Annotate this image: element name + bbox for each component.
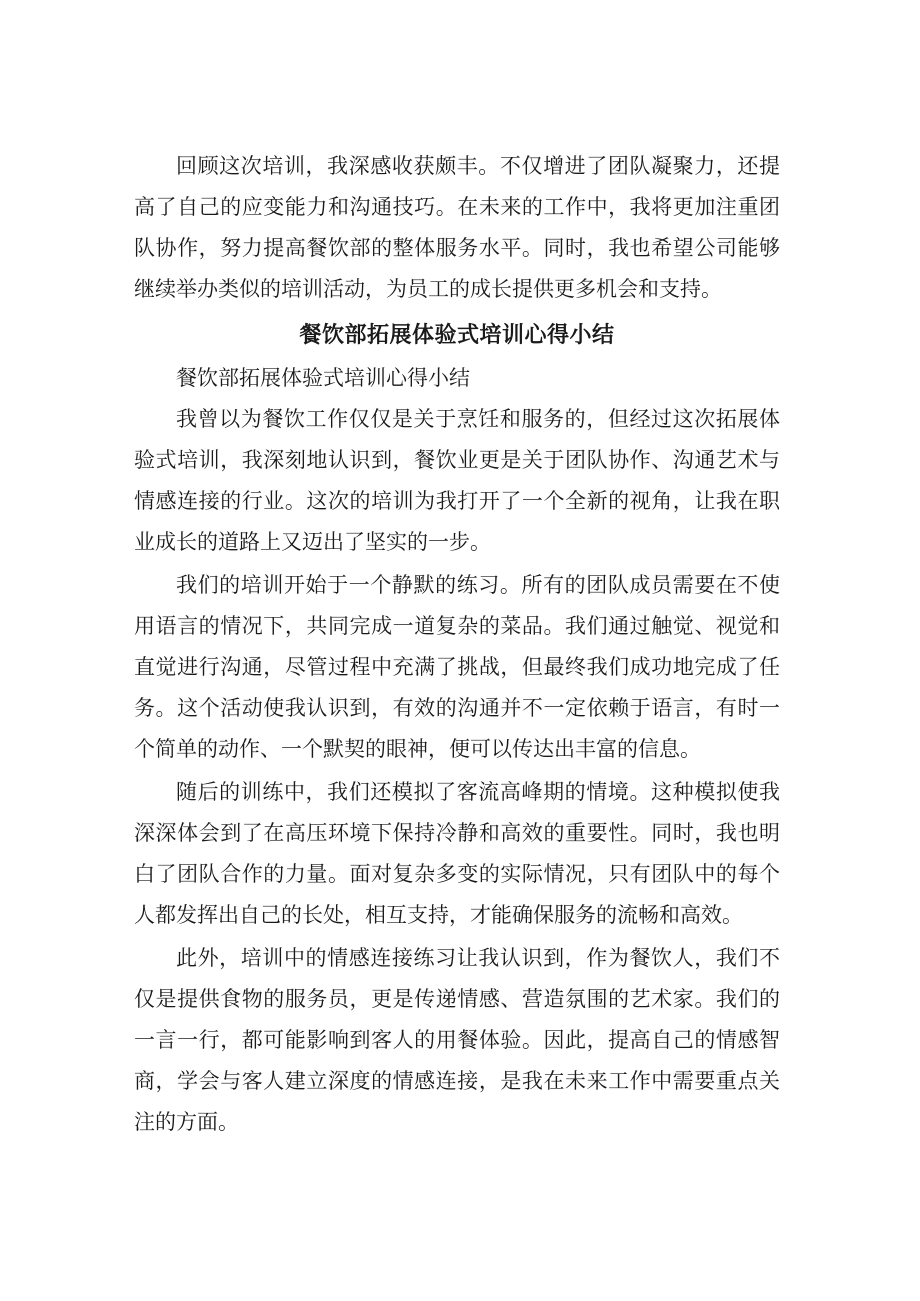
body-paragraph: 我曾以为餐饮工作仅仅是关于烹饪和服务的，但经过这次拓展体验式培训，我深刻地认识到，餐饮业更是关于团队协作、沟通艺术与情感连接的行业。这次的培训为我打开了一个全新的视角，让我在职业成长的道路上又迈出了坚实的一步。 [134, 407, 780, 554]
body-paragraph: 我们的培训开始于一个静默的练习。所有的团队成员需要在不使用语言的情况下，共同完成一道复杂的菜品。我们通过触觉、视觉和直觉进行沟通，尽管过程中充满了挑战，但最终我们成功地完成了任务。这个活动使我认识到，有效的沟通并不一定依赖于语言，有时一个简单的动作、一个默契的眼神，便可以传达出丰富的信息。 [134, 573, 780, 761]
body-paragraph: 此外，培训中的情感连接练习让我认识到，作为餐饮人，我们不仅是提供食物的服务员，更是传递情感、营造氛围的艺术家。我们的一言一行，都可能影响到客人的用餐体验。因此，提高自己的情感智商，学会与客人建立深度的情感连接，是我在未来工作中需要重点关注的方面。 [134, 946, 780, 1134]
intro-paragraph: 回顾这次培训，我深感收获颇丰。不仅增进了团队凝聚力，还提高了自己的应变能力和沟通技巧。在未来的工作中，我将更加注重团队协作，努力提高餐饮部的整体服务水平。同时，我也希望公司能够继续举办类似的培训活动，为员工的成长提供更多机会和支持。 [134, 154, 780, 301]
body-paragraph: 随后的训练中，我们还模拟了客流高峰期的情境。这种模拟使我深深体会到了在高压环境下保持冷静和高效的重要性。同时，我也明白了团队合作的力量。面对复杂多变的实际情况，只有团队中的每个人都发挥出自己的长处，相互支持，才能确保服务的流畅和高效。 [134, 780, 780, 927]
document-body [134, 146, 780, 1145]
document-title: 餐饮部拓展体验式培训心得小结 [299, 322, 615, 348]
document-subtitle: 餐饮部拓展体验式培训心得小结 [176, 366, 470, 390]
